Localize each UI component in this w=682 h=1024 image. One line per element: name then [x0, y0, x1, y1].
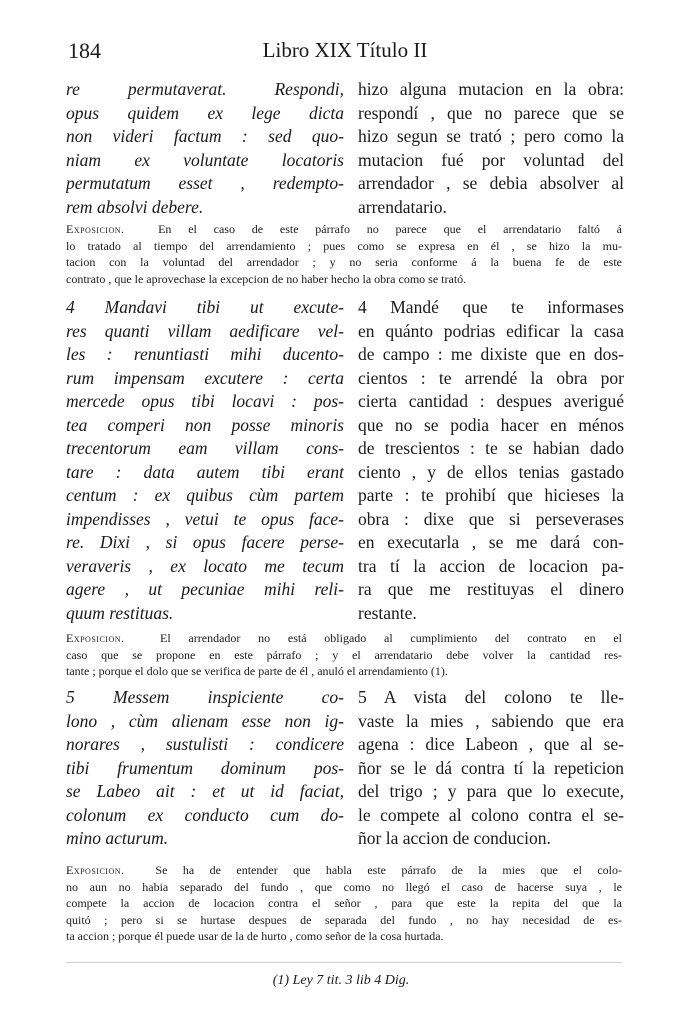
exposicion-line: Se ha de entender que habla este párrafo de la mies que el colo-	[155, 863, 622, 877]
spanish-line: ciento , y de ellos tenias gastado	[358, 461, 624, 482]
spanish-line: hizo segun se trató ; pero como la	[358, 126, 624, 146]
spanish-line: ñor se le dá contra tí la repeticion	[358, 757, 624, 778]
spanish-line: 4 Mandé que te informases	[358, 297, 624, 317]
spanish-column	[358, 686, 624, 851]
exposicion-label: Exposicion.	[66, 863, 125, 877]
latin-line: mino acturum.	[66, 828, 169, 848]
footnote-divider	[66, 962, 622, 963]
page-header	[68, 38, 622, 70]
spanish-line: mutacion fué por voluntad del	[358, 149, 624, 170]
latin-line: rem absolvi debere.	[66, 196, 204, 217]
latin-line: re. Dixi , si opus facere perse-	[66, 532, 344, 552]
spanish-line: arrendador , se debia absolver al	[358, 173, 624, 193]
text-block-2	[66, 296, 622, 626]
latin-line: mercede opus tibi locavi : pos-	[66, 391, 344, 411]
exposicion-note-2	[66, 630, 622, 680]
latin-line: 4 Mandavi tibi ut excute-	[66, 297, 344, 317]
latin-line: se Labeo ait : et ut id faciat,	[66, 781, 344, 801]
spanish-line: respondí , que no parece que se	[358, 102, 624, 123]
latin-line: res quanti villam aedificare vel-	[66, 320, 344, 341]
exposicion-line: tante ; porque el dolo que se verifica de parte de él , anuló el arrendamiento (1).	[66, 664, 448, 678]
spanish-line: que no se podia hacer en ménos	[358, 414, 624, 435]
latin-line: re permutaverat. Respondi,	[66, 79, 344, 99]
spanish-line: restante.	[358, 602, 417, 623]
latin-line: non videri factum : sed quo-	[66, 126, 344, 146]
spanish-line: vaste la mies , sabiendo que era	[358, 710, 624, 731]
text-block-1	[66, 78, 622, 222]
latin-column	[66, 296, 344, 625]
spanish-line: en executarla , se me dará con-	[358, 532, 624, 552]
exposicion-note-1	[66, 221, 622, 287]
latin-line: centum : ex quibus cùm partem	[66, 485, 344, 505]
spanish-line: obra : dixe que si perseverases	[358, 508, 624, 529]
latin-line: lono , cùm alienam esse non ig-	[66, 710, 344, 731]
spanish-line: 5 A vista del colono te lle-	[358, 687, 624, 707]
exposicion-line: En el caso de este párrafo no parece que el arrendatario faltó á	[158, 222, 622, 236]
latin-line: permutatum esset , redempto-	[66, 173, 344, 193]
footnote: (1) Ley 7 tit. 3 lib 4 Dig.	[272, 973, 410, 988]
latin-line: 5 Messem inspiciente co-	[66, 687, 344, 707]
spanish-line: del trigo ; y para que lo execute,	[358, 781, 624, 801]
latin-line: niam ex voluntate locatoris	[66, 149, 344, 170]
spanish-line: agena : dice Labeon , que al se-	[358, 734, 624, 754]
spanish-line: en quánto podrias edificar la casa	[358, 320, 624, 341]
spanish-line: de trescientos : te se habian dado	[358, 438, 624, 458]
latin-line: tare : data autem tibi erant	[66, 461, 344, 482]
latin-line: veraveris , ex locato me tecum	[66, 555, 344, 576]
spanish-line: le compete al colono contra el se-	[358, 804, 624, 825]
spanish-line: de campo : me dixiste que en dos-	[358, 344, 624, 364]
spanish-line: cientos : te arrendé la obra por	[358, 367, 624, 388]
spanish-line: arrendatario.	[358, 196, 447, 217]
latin-line: quum restituas.	[66, 602, 174, 623]
latin-line: agere , ut pecuniae mihi reli-	[66, 579, 344, 599]
spanish-line: parte : te prohibí que hicieses la	[358, 485, 624, 505]
spanish-line: hizo alguna mutacion en la obra:	[358, 79, 624, 99]
exposicion-line: lo tratado al tiempo del arrendamiento ; pues como se expresa en él , se hizo la mu-	[66, 238, 622, 253]
latin-line: rum impensam excutere : certa	[66, 367, 344, 388]
exposicion-line: quitó ; pero si se hurtase despues de separada del fundo , no hay necesidad de es-	[66, 912, 622, 927]
latin-column	[66, 78, 344, 219]
latin-line: impendisses , vetui te opus face-	[66, 508, 344, 529]
spanish-column	[358, 296, 624, 625]
exposicion-line: compete la accion de locacion contra el señor , para que este la repita del que la	[66, 896, 622, 910]
exposicion-label: Exposicion.	[66, 631, 125, 645]
exposicion-note-3	[66, 862, 622, 945]
exposicion-line: El arrendador no está obligado al cumplimiento del contrato en el	[160, 631, 622, 645]
text-block-3	[66, 686, 622, 854]
latin-line: tibi frumentum dominum pos-	[66, 757, 344, 778]
exposicion-line: caso que se propone en este párrafo ; y el arrendatario debe volver la cantidad res-	[66, 647, 622, 662]
latin-line: tea comperi non posse minoris	[66, 414, 344, 435]
exposicion-line: contrato , que le aprovechase la excepcion de no haber hecho la obra como se trató.	[66, 271, 467, 286]
spanish-line: ra que me restituyas el dinero	[358, 579, 624, 599]
spanish-line: ñor la accion de conducion.	[358, 828, 551, 848]
exposicion-line: ta accion ; porque él puede usar de la de hurto , como señor de la cosa hurtada.	[66, 929, 444, 943]
page-number: 184	[68, 38, 101, 63]
spanish-column	[358, 78, 624, 219]
latin-line: trecentorum eam villam cons-	[66, 438, 344, 458]
latin-line: colonum ex conducto cum do-	[66, 804, 344, 825]
exposicion-label: Exposicion.	[66, 222, 125, 236]
latin-line: opus quidem ex lege dicta	[66, 102, 344, 123]
latin-column	[66, 686, 344, 851]
running-title: Libro XIX Título II	[262, 38, 428, 62]
exposicion-line: tacion con la voluntad del arrendador ; y no seria conforme á la buena fe de este	[66, 255, 622, 269]
exposicion-line: no aun no habia separado del fundo , que como no llegó el caso de hacerse suya , le	[66, 879, 622, 894]
spanish-line: tra tí la accion de locacion pa-	[358, 555, 624, 576]
spanish-line: cierta cantidad : despues averigué	[358, 391, 624, 411]
latin-line: les : renuntiasti mihi ducento-	[66, 344, 344, 364]
latin-line: norares , sustulisti : condicere	[66, 734, 344, 754]
